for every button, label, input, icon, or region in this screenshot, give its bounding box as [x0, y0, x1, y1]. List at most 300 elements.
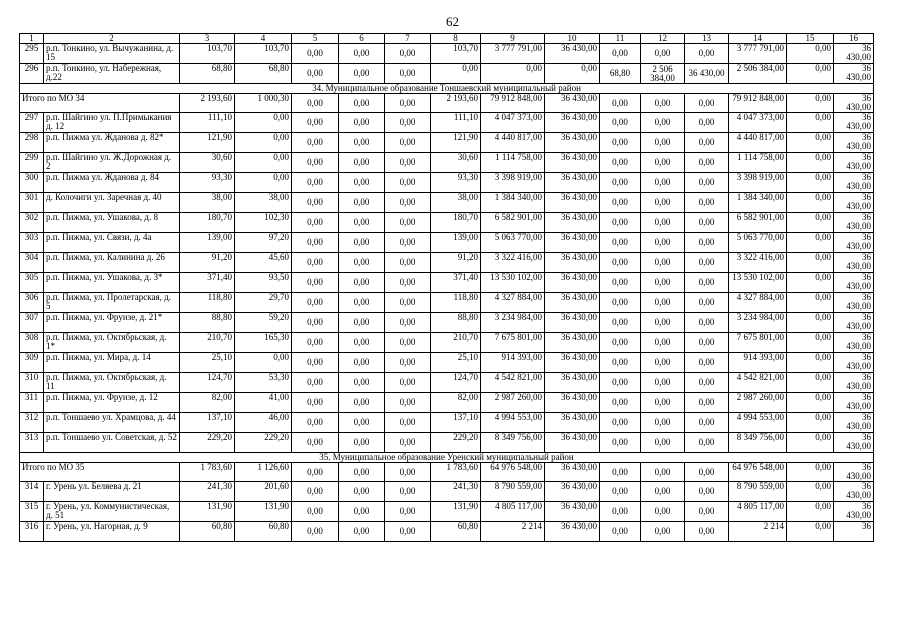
table-cell: 0,00	[385, 463, 431, 482]
table-cell: 0,00	[600, 153, 641, 173]
table-row	[20, 433, 874, 453]
address-cell: р.п. Пижма, ул. Ушакова, д. 8	[44, 213, 180, 233]
table-cell: 0,00	[292, 502, 339, 522]
table-cell: 0,00	[685, 153, 729, 173]
column-header: 13	[685, 34, 729, 44]
row-number: 311	[20, 393, 44, 413]
table-cell: 0,00	[235, 173, 292, 193]
table-cell: 36 430,00	[545, 373, 600, 393]
table-cell: 97,20	[235, 233, 292, 253]
table-cell: 131,90	[235, 502, 292, 522]
table-cell: 36 430,00	[545, 293, 600, 313]
table-cell: 0,00	[641, 273, 685, 293]
table-cell: 0,00	[787, 313, 834, 333]
address-cell: р.п. Пижма, ул. Пролетарская, д. 5	[44, 293, 180, 313]
table-cell: 36 430,00	[545, 44, 600, 64]
row-number: 296	[20, 64, 44, 84]
table-cell: 0,00	[600, 293, 641, 313]
table-cell: 30,60	[431, 153, 481, 173]
table-cell: 0,00	[600, 502, 641, 522]
table-cell: 0,00	[787, 44, 834, 64]
table-cell: 139,00	[431, 233, 481, 253]
table-cell: 6 582 901,00	[729, 213, 787, 233]
table-cell: 13 530 102,00	[729, 273, 787, 293]
table-cell: 0,00	[292, 463, 339, 482]
table-cell: 1 126,60	[235, 463, 292, 482]
table-cell: 93,50	[235, 273, 292, 293]
table-cell: 4 994 553,00	[729, 413, 787, 433]
table-cell: 0,00	[787, 393, 834, 413]
table-cell: 0,00	[685, 173, 729, 193]
table-cell: 0,00	[600, 213, 641, 233]
table-row	[20, 173, 874, 193]
table-cell: 0,00	[385, 253, 431, 273]
table-cell: 0,00	[685, 333, 729, 353]
address-cell: р.п. Пижма, ул. Калинина д. 26	[44, 253, 180, 273]
table-cell: 36 430,00	[834, 64, 874, 84]
column-header: 11	[600, 34, 641, 44]
table-cell: 36 430,00	[834, 373, 874, 393]
table-cell: 36 430,00	[834, 313, 874, 333]
table-cell: 0,00	[339, 433, 385, 453]
table-cell: 60,80	[235, 522, 292, 542]
address-cell: г. Урень ул. Беляева д. 21	[44, 482, 180, 502]
table-cell: 210,70	[431, 333, 481, 353]
table-cell: 0,00	[385, 233, 431, 253]
table-cell: 36 430,00	[834, 463, 874, 482]
table-cell: 64 976 548,00	[481, 463, 545, 482]
table-cell: 4 994 553,00	[481, 413, 545, 433]
table-cell: 0,00	[787, 522, 834, 542]
row-number: 312	[20, 413, 44, 433]
table-cell: 131,90	[431, 502, 481, 522]
address-cell: р.п. Тоншаево ул. Советская, д. 52	[44, 433, 180, 453]
table-cell: 0,00	[641, 313, 685, 333]
table-cell: 3 398 919,00	[481, 173, 545, 193]
table-cell: 0,00	[787, 463, 834, 482]
address-cell: р.п. Шайгино ул. Ж.Дорожная д. 2	[44, 153, 180, 173]
table-cell: 36 430,00	[834, 333, 874, 353]
table-cell: 0,00	[685, 393, 729, 413]
table-row	[20, 113, 874, 133]
table-cell: 103,70	[431, 44, 481, 64]
table-cell: 8 349 756,00	[481, 433, 545, 453]
table-cell: 0,00	[292, 233, 339, 253]
table-cell: 0,00	[641, 353, 685, 373]
table-cell: 0,00	[641, 293, 685, 313]
table-cell: 0,00	[600, 193, 641, 213]
table-cell: 0,00	[339, 113, 385, 133]
table-cell: 2 987 260,00	[481, 393, 545, 413]
table-cell: 3 234 984,00	[729, 313, 787, 333]
table-cell: 0,00	[600, 313, 641, 333]
table-cell: 36 430,00	[834, 482, 874, 502]
table-cell: 59,20	[235, 313, 292, 333]
table-cell: 121,90	[431, 133, 481, 153]
table-cell: 68,80	[235, 64, 292, 84]
table-cell: 0,00	[385, 293, 431, 313]
row-number: 295	[20, 44, 44, 64]
table-cell: 60,80	[180, 522, 235, 542]
table-cell: 1 783,60	[431, 463, 481, 482]
row-number: 304	[20, 253, 44, 273]
table-cell: 0,00	[292, 113, 339, 133]
table-cell: 0,00	[431, 64, 481, 84]
address-cell: р.п. Тоншаево ул. Храмцова, д. 44	[44, 413, 180, 433]
table-cell: 36 430,00	[834, 253, 874, 273]
table-cell: 0,00	[600, 113, 641, 133]
table-cell: 0,00	[339, 482, 385, 502]
table-cell: 36 430,00	[545, 94, 600, 113]
table-cell: 0,00	[787, 133, 834, 153]
table-cell: 0,00	[685, 113, 729, 133]
table-cell: 241,30	[180, 482, 235, 502]
table-cell: 111,10	[180, 113, 235, 133]
table-cell: 0,00	[292, 153, 339, 173]
table-cell: 165,30	[235, 333, 292, 353]
table-cell: 36 430,00	[834, 44, 874, 64]
table-cell: 4 047 373,00	[481, 113, 545, 133]
table-cell: 0,00	[385, 113, 431, 133]
table-cell: 2 506 384,00	[729, 64, 787, 84]
column-header: 14	[729, 34, 787, 44]
column-header: 6	[339, 34, 385, 44]
table-cell: 0,00	[292, 413, 339, 433]
column-header: 10	[545, 34, 600, 44]
table-row	[20, 353, 874, 373]
table-cell: 0,00	[641, 413, 685, 433]
data-table	[19, 33, 874, 542]
row-number: 298	[20, 133, 44, 153]
section-header-row	[20, 453, 874, 463]
table-row	[20, 482, 874, 502]
table-row	[20, 213, 874, 233]
table-cell: 4 542 821,00	[729, 373, 787, 393]
address-cell: р.п. Пижма ул. Жданова д. 82*	[44, 133, 180, 153]
table-cell: 118,80	[431, 293, 481, 313]
table-cell: 0,00	[787, 373, 834, 393]
table-cell: 0,00	[685, 502, 729, 522]
table-cell: 0,00	[385, 64, 431, 84]
table-cell: 93,30	[180, 173, 235, 193]
table-cell: 36 430,00	[834, 233, 874, 253]
table-cell: 0,00	[292, 44, 339, 64]
table-cell: 36 430,00	[545, 463, 600, 482]
table-cell: 0,00	[600, 433, 641, 453]
table-cell: 3 777 791,00	[481, 44, 545, 64]
table-cell: 0,00	[385, 133, 431, 153]
table-cell: 0,00	[685, 193, 729, 213]
row-number: 309	[20, 353, 44, 373]
table-cell: 36 430,00	[834, 393, 874, 413]
table-cell: 46,00	[235, 413, 292, 433]
table-cell: 4 805 117,00	[481, 502, 545, 522]
table-cell: 0,00	[292, 393, 339, 413]
table-row	[20, 44, 874, 64]
table-cell: 137,10	[431, 413, 481, 433]
table-row	[20, 193, 874, 213]
table-cell: 0,00	[385, 193, 431, 213]
table-cell: 914 393,00	[729, 353, 787, 373]
table-cell: 0,00	[339, 293, 385, 313]
table-cell: 0,00	[545, 64, 600, 84]
column-header: 5	[292, 34, 339, 44]
table-cell: 0,00	[787, 353, 834, 373]
column-header: 1	[20, 34, 44, 44]
column-header: 7	[385, 34, 431, 44]
table-cell: 0,00	[600, 353, 641, 373]
table-cell: 0,00	[385, 393, 431, 413]
table-cell: 0,00	[641, 213, 685, 233]
table-cell: 3 322 416,00	[729, 253, 787, 273]
table-cell: 1 384 340,00	[729, 193, 787, 213]
table-cell: 0,00	[292, 94, 339, 113]
table-cell: 0,00	[787, 293, 834, 313]
table-cell: 25,10	[180, 353, 235, 373]
table-cell: 36 430,00	[834, 113, 874, 133]
row-number: 297	[20, 113, 44, 133]
table-cell: 0,00	[292, 333, 339, 353]
table-cell: 0,00	[385, 482, 431, 502]
address-cell: д. Колочиги ул. Заречная д. 40	[44, 193, 180, 213]
table-cell: 0,00	[787, 94, 834, 113]
table-cell: 0,00	[641, 333, 685, 353]
table-cell: 0,00	[385, 433, 431, 453]
table-cell: 0,00	[787, 413, 834, 433]
table-cell: 0,00	[235, 353, 292, 373]
table-cell: 1 783,60	[180, 463, 235, 482]
total-label: Итого по МО 35	[20, 463, 180, 482]
table-row	[20, 333, 874, 353]
table-cell: 121,90	[180, 133, 235, 153]
column-header: 8	[431, 34, 481, 44]
table-cell: 0,00	[339, 413, 385, 433]
table-cell: 0,00	[685, 482, 729, 502]
address-cell: р.п. Пижма, ул. Октябрьская, д. 11	[44, 373, 180, 393]
address-cell: г. Урень, ул. Нагорная, д. 9	[44, 522, 180, 542]
table-cell: 103,70	[235, 44, 292, 64]
table-cell: 0,00	[787, 433, 834, 453]
table-cell: 0,00	[292, 173, 339, 193]
table-cell: 371,40	[180, 273, 235, 293]
table-cell: 0,00	[600, 522, 641, 542]
table-cell: 124,70	[431, 373, 481, 393]
table-cell: 7 675 801,00	[729, 333, 787, 353]
table-cell: 36 430,00	[545, 273, 600, 293]
address-cell: г. Урень, ул. Коммунистическая, д. 51	[44, 502, 180, 522]
table-cell: 0,00	[787, 153, 834, 173]
table-cell: 0,00	[339, 353, 385, 373]
row-number: 308	[20, 333, 44, 353]
table-cell: 0,00	[339, 522, 385, 542]
table-cell: 0,00	[339, 233, 385, 253]
row-number: 301	[20, 193, 44, 213]
address-cell: р.п. Пижма, ул. Ушакова, д. 3*	[44, 273, 180, 293]
table-cell: 0,00	[641, 433, 685, 453]
table-cell: 36 430,00	[545, 153, 600, 173]
table-cell: 93,30	[431, 173, 481, 193]
table-cell: 91,20	[180, 253, 235, 273]
column-header: 4	[235, 34, 292, 44]
row-number: 315	[20, 502, 44, 522]
table-cell: 0,00	[787, 273, 834, 293]
table-cell: 0,00	[787, 113, 834, 133]
table-cell: 36 430,00	[545, 413, 600, 433]
table-cell: 6 582 901,00	[481, 213, 545, 233]
table-cell: 139,00	[180, 233, 235, 253]
table-cell: 0,00	[339, 94, 385, 113]
table-cell: 5 063 770,00	[481, 233, 545, 253]
table-cell: 30,60	[180, 153, 235, 173]
table-cell: 0,00	[385, 333, 431, 353]
table-cell: 36 430,00	[834, 293, 874, 313]
row-number: 306	[20, 293, 44, 313]
table-cell: 36 430,00	[545, 333, 600, 353]
table-cell: 4 327 884,00	[729, 293, 787, 313]
table-cell: 36 430,00	[834, 273, 874, 293]
table-cell: 36 430,00	[834, 413, 874, 433]
row-number: 303	[20, 233, 44, 253]
table-cell: 0,00	[385, 413, 431, 433]
table-cell: 36 430,00	[834, 133, 874, 153]
table-row	[20, 502, 874, 522]
row-number: 316	[20, 522, 44, 542]
table-cell: 0,00	[685, 273, 729, 293]
table-cell: 0,00	[339, 333, 385, 353]
address-cell: р.п. Пижма, ул. Мира, д. 14	[44, 353, 180, 373]
table-cell: 2 506 384,00	[641, 64, 685, 84]
table-cell: 8 790 559,00	[729, 482, 787, 502]
table-cell: 0,00	[339, 253, 385, 273]
table-cell: 2 214	[729, 522, 787, 542]
table-cell: 36 430,00	[545, 233, 600, 253]
table-cell: 0,00	[292, 313, 339, 333]
table-cell: 36 430,00	[834, 213, 874, 233]
table-cell: 0,00	[787, 253, 834, 273]
table-cell: 79 912 848,00	[729, 94, 787, 113]
table-cell: 180,70	[180, 213, 235, 233]
table-cell: 0,00	[600, 482, 641, 502]
table-cell: 0,00	[641, 153, 685, 173]
table-cell: 68,80	[180, 64, 235, 84]
table-cell: 36	[834, 522, 874, 542]
total-label: Итого по МО 34	[20, 94, 180, 113]
table-cell: 8 349 756,00	[729, 433, 787, 453]
table-cell: 53,30	[235, 373, 292, 393]
address-cell: р.п. Пижма ул. Жданова д. 84	[44, 173, 180, 193]
table-cell: 0,00	[600, 393, 641, 413]
table-cell: 0,00	[292, 64, 339, 84]
table-cell: 13 530 102,00	[481, 273, 545, 293]
table-cell: 0,00	[685, 253, 729, 273]
table-cell: 0,00	[339, 44, 385, 64]
table-cell: 0,00	[292, 213, 339, 233]
table-cell: 0,00	[600, 253, 641, 273]
table-cell: 180,70	[431, 213, 481, 233]
table-cell: 36 430,00	[545, 213, 600, 233]
table-cell: 88,80	[180, 313, 235, 333]
table-cell: 0,00	[600, 463, 641, 482]
table-cell: 0,00	[787, 502, 834, 522]
table-cell: 0,00	[685, 433, 729, 453]
table-cell: 25,10	[431, 353, 481, 373]
table-cell: 201,60	[235, 482, 292, 502]
table-cell: 4 327 884,00	[481, 293, 545, 313]
table-cell: 0,00	[641, 94, 685, 113]
table-cell: 0,00	[787, 482, 834, 502]
table-cell: 118,80	[180, 293, 235, 313]
table-cell: 36 430,00	[834, 94, 874, 113]
table-cell: 0,00	[787, 193, 834, 213]
table-cell: 229,20	[235, 433, 292, 453]
table-cell: 0,00	[600, 133, 641, 153]
table-cell: 4 440 817,00	[481, 133, 545, 153]
table-cell: 124,70	[180, 373, 235, 393]
table-cell: 5 063 770,00	[729, 233, 787, 253]
table-cell: 0,00	[787, 64, 834, 84]
table-cell: 0,00	[600, 44, 641, 64]
table-cell: 137,10	[180, 413, 235, 433]
table-cell: 0,00	[385, 313, 431, 333]
table-cell: 0,00	[292, 353, 339, 373]
table-cell: 0,00	[600, 373, 641, 393]
row-number: 299	[20, 153, 44, 173]
table-cell: 8 790 559,00	[481, 482, 545, 502]
table-cell: 0,00	[685, 522, 729, 542]
table-cell: 0,00	[685, 463, 729, 482]
column-header: 3	[180, 34, 235, 44]
row-number: 307	[20, 313, 44, 333]
section-title: 34. Муниципальное образование Тоншаевский муниципальный район	[20, 84, 874, 94]
table-cell: 0,00	[600, 273, 641, 293]
table-cell: 0,00	[235, 133, 292, 153]
table-row	[20, 153, 874, 173]
page-number: 62	[446, 14, 459, 29]
row-number: 305	[20, 273, 44, 293]
table-cell: 91,20	[431, 253, 481, 273]
table-cell: 0,00	[787, 333, 834, 353]
table-row	[20, 413, 874, 433]
table-cell: 0,00	[600, 233, 641, 253]
column-header: 12	[641, 34, 685, 44]
address-cell: р.п. Пижма, ул. Фрунзе, д. 12	[44, 393, 180, 413]
section-header-row	[20, 84, 874, 94]
table-cell: 0,00	[292, 373, 339, 393]
table-cell: 36 430,00	[834, 153, 874, 173]
table-cell: 7 675 801,00	[481, 333, 545, 353]
table-row	[20, 253, 874, 273]
table-cell: 0,00	[339, 213, 385, 233]
table-cell: 36 430,00	[545, 522, 600, 542]
table-cell: 36 430,00	[545, 433, 600, 453]
table-row	[20, 64, 874, 84]
table-cell: 0,00	[385, 94, 431, 113]
table-cell: 1 000,30	[235, 94, 292, 113]
table-cell: 0,00	[685, 313, 729, 333]
table-cell: 0,00	[339, 133, 385, 153]
table-cell: 3 322 416,00	[481, 253, 545, 273]
table-cell: 0,00	[385, 373, 431, 393]
table-cell: 4 805 117,00	[729, 502, 787, 522]
table-row	[20, 373, 874, 393]
row-number: 313	[20, 433, 44, 453]
table-cell: 0,00	[641, 173, 685, 193]
table-cell: 64 976 548,00	[729, 463, 787, 482]
table-cell: 0,00	[641, 502, 685, 522]
table-cell: 2 987 260,00	[729, 393, 787, 413]
table-row	[20, 233, 874, 253]
table-cell: 0,00	[641, 193, 685, 213]
